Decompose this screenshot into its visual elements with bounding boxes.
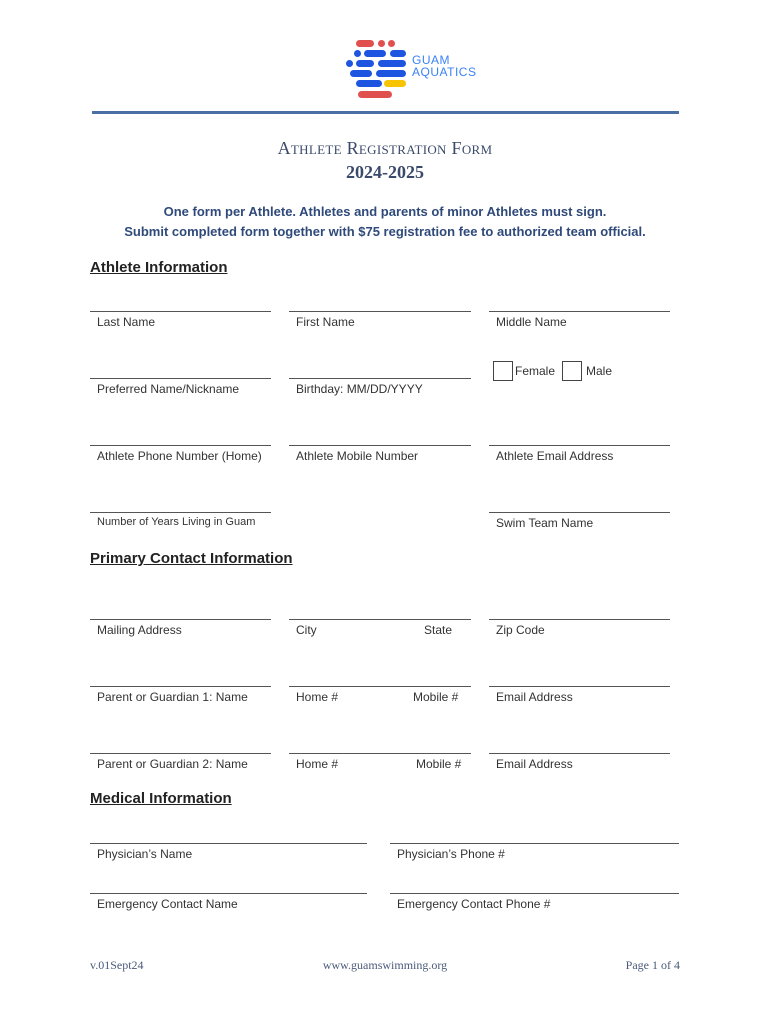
emergency-contact-name-label: Emergency Contact Name (97, 897, 238, 911)
logo-blue-stroke (356, 80, 382, 87)
guardian1-email-label: Email Address (496, 690, 573, 704)
logo-blue-stroke (356, 60, 374, 67)
emergency-contact-phone-field[interactable] (390, 893, 679, 894)
guam-aquatics-logo (340, 36, 490, 106)
section-primary-contact: Primary Contact Information (90, 550, 293, 567)
athlete-home-phone-field[interactable] (90, 445, 271, 446)
preferred-name-field[interactable] (90, 378, 271, 379)
physician-name-label: Physician’s Name (97, 847, 193, 861)
guardian1-home-label: Home # (296, 690, 339, 704)
preferred-name-label: Preferred Name/Nickname (97, 382, 240, 396)
footer-version: v.01Sept24 (90, 958, 144, 972)
logo-blue-dot (346, 60, 353, 67)
logo-line-2: AQUATICS (412, 65, 477, 79)
header-divider (92, 111, 679, 114)
athlete-home-phone-label: Athlete Phone Number (Home) (97, 449, 262, 463)
guardian1-name-label: Parent or Guardian 1: Name (97, 690, 248, 704)
logo-blue-stroke (376, 70, 406, 77)
logo-blue-stroke (378, 60, 406, 67)
athlete-mobile-label: Athlete Mobile Number (296, 449, 419, 463)
swim-team-field[interactable] (489, 512, 670, 513)
mailing-address-label: Mailing Address (97, 623, 182, 637)
logo-red-stroke (358, 91, 392, 98)
footer-website[interactable]: www.guamswimming.org (322, 958, 448, 972)
birthday-field[interactable] (289, 378, 471, 379)
years-in-guam-label: Number of Years Living in Guam (97, 516, 256, 528)
city-label: City (296, 623, 317, 637)
city-state-field[interactable] (289, 619, 471, 620)
emergency-contact-phone-label: Emergency Contact Phone # (397, 897, 551, 911)
female-label: Female (515, 364, 556, 378)
guardian2-home-label: Home # (296, 757, 339, 771)
male-checkbox[interactable] (562, 361, 582, 381)
logo-blue-stroke (350, 70, 372, 77)
physician-phone-field[interactable] (390, 843, 679, 844)
birthday-label: Birthday: MM/DD/YYYY (296, 382, 423, 396)
years-in-guam-field[interactable] (90, 512, 271, 513)
section-athlete-information: Athlete Information (90, 259, 228, 276)
guardian2-mobile-label: Mobile # (416, 757, 462, 771)
guardian1-name-field[interactable] (90, 686, 271, 687)
zip-code-label: Zip Code (496, 623, 545, 637)
logo-red-stroke (356, 40, 374, 47)
logo-blue-stroke (390, 50, 406, 57)
middle-name-field[interactable] (489, 311, 670, 312)
last-name-label: Last Name (97, 315, 156, 329)
zip-code-field[interactable] (489, 619, 670, 620)
athlete-email-field[interactable] (489, 445, 670, 446)
logo-red-dot (378, 40, 385, 47)
logo-wordmark (412, 54, 476, 78)
athlete-email-label: Athlete Email Address (496, 449, 614, 463)
guardian2-name-label: Parent or Guardian 2: Name (97, 757, 248, 771)
physician-phone-label: Physician’s Phone # (397, 847, 505, 861)
guardian1-email-field[interactable] (489, 686, 670, 687)
guardian1-mobile-label: Mobile # (413, 690, 459, 704)
logo-blue-stroke (364, 50, 386, 57)
first-name-label: First Name (296, 315, 355, 329)
footer-page-number: Page 1 of 4 (625, 958, 680, 972)
intro-line-1: One form per Athlete. Athletes and parents of minor Athletes must sign. (163, 204, 607, 219)
section-medical-information: Medical Information (90, 790, 232, 807)
logo-yellow-stroke (384, 80, 406, 87)
guardian2-email-field[interactable] (489, 753, 670, 754)
guardian2-email-label: Email Address (496, 757, 573, 771)
guardian2-name-field[interactable] (90, 753, 271, 754)
guardian2-phone-field[interactable] (289, 753, 471, 754)
mailing-address-field[interactable] (90, 619, 271, 620)
form-year: 2024-2025 (346, 162, 424, 182)
first-name-field[interactable] (289, 311, 471, 312)
last-name-field[interactable] (90, 311, 271, 312)
logo-red-dot (388, 40, 395, 47)
physician-name-field[interactable] (90, 843, 367, 844)
state-label: State (424, 623, 453, 637)
guardian1-phone-field[interactable] (289, 686, 471, 687)
intro-line-2: Submit completed form together with $75 registration fee to authorized team official. (124, 224, 646, 239)
form-title: Athlete Registration Form (277, 138, 493, 158)
female-checkbox[interactable] (493, 361, 513, 381)
logo-blue-dot (354, 50, 361, 57)
male-label: Male (586, 364, 613, 378)
athlete-mobile-field[interactable] (289, 445, 471, 446)
swim-team-label: Swim Team Name (496, 516, 594, 530)
emergency-contact-name-field[interactable] (90, 893, 367, 894)
middle-name-label: Middle Name (496, 315, 567, 329)
logo-line-1: GUAM (412, 53, 450, 67)
